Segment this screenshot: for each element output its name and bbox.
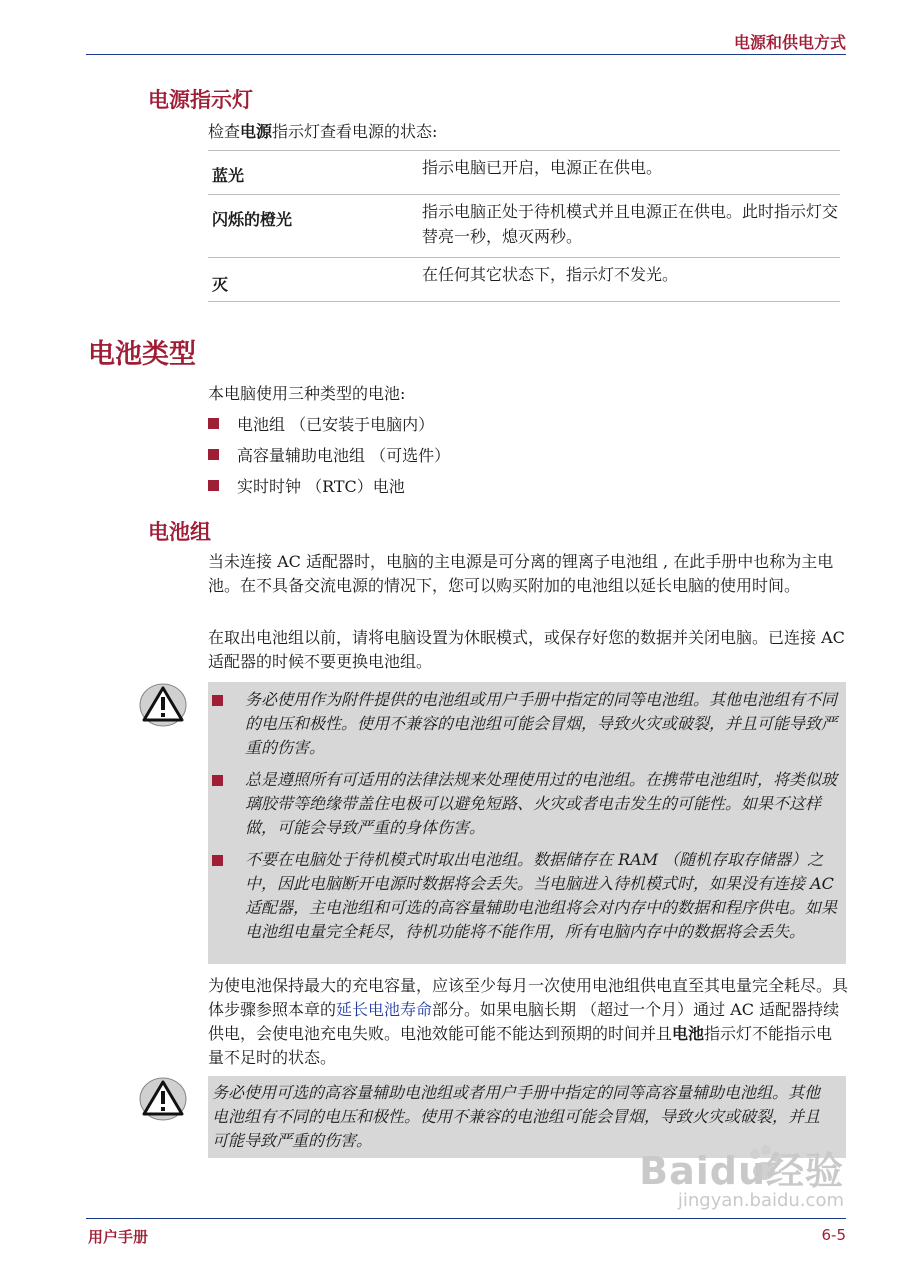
row-value: 在任何其它状态下，指示灯不发光。 — [422, 265, 679, 284]
table-row — [208, 195, 840, 258]
warning-icon — [138, 682, 188, 728]
warning-icon — [138, 1076, 188, 1122]
warning-box-1 — [208, 682, 846, 964]
bullet-square-icon — [212, 855, 223, 866]
bullet-square-icon — [208, 449, 219, 460]
row-value: 指示电脑已开启，电源正在供电。 — [422, 158, 663, 177]
row-key: 蓝光 — [212, 166, 245, 185]
warning-text: 务必使用可选的高容量辅助电池组或者用户手册中指定的同等高容量辅助电池组。其他电池组有不同的电压和极性。使用不兼容的电池组可能会冒烟，导致火灾或破裂，并且可能导致严重的伤害。 — [212, 1083, 821, 1150]
battery-types-intro: 本电脑使用三种类型的电池: — [208, 384, 406, 403]
extend-battery-life-link[interactable]: 延长电池寿命 — [336, 1000, 433, 1019]
warning-text: 务必使用作为附件提供的电池组或用户手册中指定的同等电池组。其他电池组有不同的电压和极性。使用不兼容的电池组可能会冒烟，导致火灾或破裂，并且可能导致严重的伤害。 — [245, 690, 838, 757]
footer-manual-title: 用户手册 — [88, 1228, 149, 1246]
battery-pack-para1: 当未连接 AC 适配器时，电脑的主电源是可分离的锂离子电池组 , 在此手册中也称为主电池。在不具备交流电源的情况下，您可以购买附加的电池组以延长电脑的使用时间。 — [208, 552, 834, 595]
table-row — [208, 151, 840, 195]
bullet-square-icon — [212, 775, 223, 786]
header-title: 电源和供电方式 — [733, 33, 846, 52]
battery-pack-para3 — [208, 974, 848, 1070]
table-row — [208, 258, 840, 302]
list-item-text: 高容量辅助电池组 （可选件） — [237, 446, 451, 465]
list-item — [208, 408, 450, 439]
footer-rule — [86, 1218, 846, 1219]
row-key: 闪烁的橙光 — [212, 210, 293, 229]
intro-post: 指示灯查看电源的状态: — [272, 122, 438, 141]
bullet-square-icon — [208, 480, 219, 491]
header-rule — [86, 54, 846, 55]
battery-pack-heading: 电池组 — [148, 520, 211, 544]
para3-post: 指示灯不能指示电量不足时的状态。 — [208, 1024, 833, 1067]
power-light-heading: 电源指示灯 — [148, 88, 253, 112]
para3-pre: 为使电池保持最大的充电容量，应该至少每月一次使用电池组供电直至其电量完全耗尽。具体步骤参照本章的 — [208, 976, 849, 1019]
page-number: 6-5 — [821, 1226, 846, 1244]
warning-item — [208, 840, 846, 944]
warning-item — [208, 760, 846, 840]
list-item-text: 实时时钟 （RTC）电池 — [237, 477, 405, 496]
row-key: 灭 — [212, 275, 229, 294]
bullet-square-icon — [208, 418, 219, 429]
para3-bold: 电池 — [672, 1024, 705, 1043]
row-value: 指示电脑正处于待机模式并且电源正在供电。此时指示灯交替亮一秒，熄灭两秒。 — [422, 202, 839, 246]
watermark-brand: Baidu经验 — [639, 1149, 844, 1193]
warning-text: 总是遵照所有可适用的法律法规来处理使用过的电池组。在携带电池组时，将类似玻璃胶带等绝缘带盖住电极可以避免短路、火灾或者电击发生的可能性。如果不这样做，可能会导致严重的身体伤害。 — [245, 770, 838, 837]
intro-pre: 检查 — [208, 122, 241, 141]
watermark-url: jingyan.baidu.com — [677, 1190, 844, 1211]
warning-text: 不要在电脑处于待机模式时取出电池组。数据储存在 RAM （随机存取存储器）之中，因此电脑断开电源时数据将会丢失。当电脑进入待机模式时，如果没有连接 AC 适配器，主电池组和可选的高容量辅助电池组将会对内存中的数据和程序供电。如果电池组电量完全耗尽，待机功能将不能作用，所有电脑内存中的数据将会丢失。 — [245, 850, 838, 941]
para3-mid: 部分。如果电脑长期 （超过一个月）通过 AC 适配器持续供电，会使电池充电失败。电池效能可能不能达到预期的时间并且 — [208, 1000, 840, 1043]
battery-types-list — [208, 408, 450, 501]
warning-item — [208, 682, 846, 760]
power-light-table — [208, 150, 840, 302]
battery-pack-para2: 在取出电池组以前，请将电脑设置为休眠模式，或保存好您的数据并关闭电脑。已连接 AC 适配器的时候不要更换电池组。 — [208, 628, 845, 671]
battery-types-heading: 电池类型 — [88, 339, 196, 370]
list-item — [208, 439, 450, 470]
list-item — [208, 470, 450, 501]
bullet-square-icon — [212, 695, 223, 706]
intro-bold: 电源 — [240, 122, 273, 141]
list-item-text: 电池组 （已安装于电脑内） — [237, 415, 435, 434]
power-light-intro — [208, 120, 848, 144]
